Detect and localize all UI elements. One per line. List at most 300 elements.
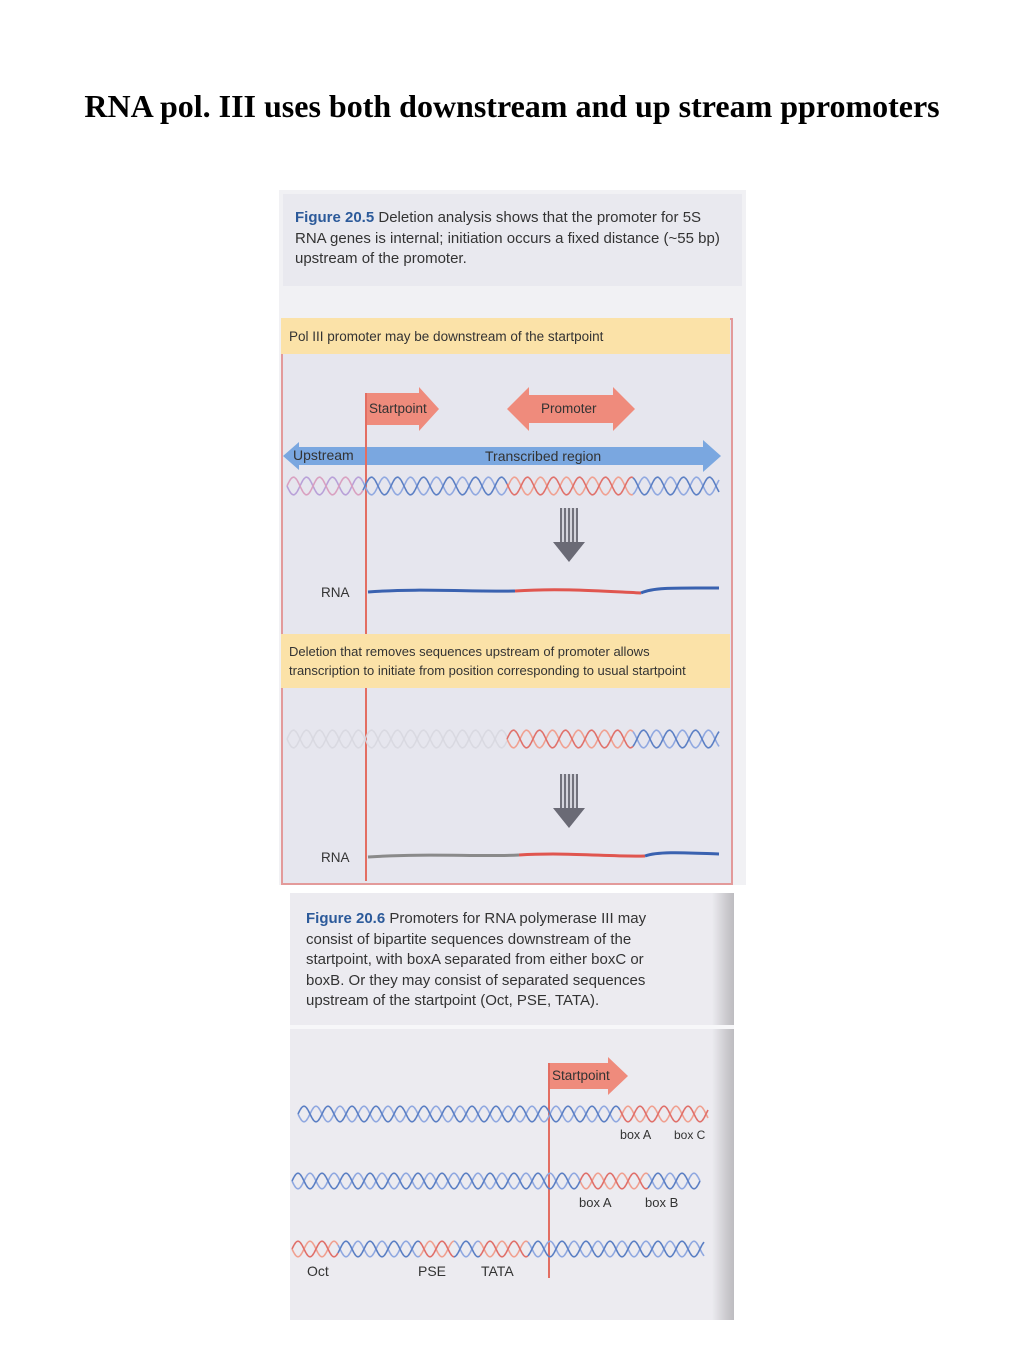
dna-strand-segment xyxy=(370,1256,372,1257)
dna-strand-segment xyxy=(675,486,677,490)
dna-strand-segment xyxy=(606,1242,608,1245)
dna-strand-segment xyxy=(398,1177,400,1181)
dna-strand-segment xyxy=(551,477,553,479)
dna-strand-segment xyxy=(480,1242,482,1245)
dna-strand-segment xyxy=(471,479,473,482)
dna-strand-segment xyxy=(653,490,655,493)
dna-strand-segment xyxy=(534,1253,536,1256)
dna-strand-segment xyxy=(379,480,381,484)
dna-strand-segment xyxy=(587,480,589,484)
dna-strand-segment xyxy=(382,1188,384,1189)
dna-strand-segment xyxy=(370,1241,372,1242)
dna-strand-segment xyxy=(535,480,537,484)
dna-strand-segment xyxy=(552,1107,554,1110)
dna-strand-segment xyxy=(393,732,395,735)
dna-strand-segment xyxy=(579,494,581,495)
dna-strand-segment xyxy=(385,493,387,495)
dna-strand-segment xyxy=(502,1241,504,1242)
dna-strand-segment xyxy=(456,1185,458,1188)
dna-strand-segment xyxy=(686,1177,688,1181)
dna-strand-segment xyxy=(631,730,633,732)
box-b-label: box B xyxy=(645,1195,679,1210)
dna-strand-segment xyxy=(689,735,691,739)
dna-strand-segment xyxy=(600,1174,602,1177)
dna-strand-segment xyxy=(381,492,383,494)
dna-strand-segment xyxy=(418,1110,420,1114)
dna-strand-segment xyxy=(620,1188,622,1189)
dna-strand-segment xyxy=(505,488,507,492)
dna-strand-segment xyxy=(324,1185,326,1188)
dna-strand-segment xyxy=(630,1107,632,1110)
dna-strand-segment xyxy=(494,1106,496,1107)
dna-strand-segment xyxy=(502,1188,504,1189)
dna-strand-segment xyxy=(446,1177,448,1181)
dna-strand-segment xyxy=(512,1256,514,1257)
dna-strand-segment xyxy=(485,492,487,494)
dna-strand-segment xyxy=(525,493,527,495)
dna-strand-segment xyxy=(524,1173,526,1174)
dna-strand-segment xyxy=(660,1185,662,1188)
dna-strand-segment xyxy=(320,1256,322,1257)
dna-strand-segment xyxy=(342,1107,344,1110)
dna-strand-segment xyxy=(425,492,427,494)
dna-strand-segment xyxy=(503,492,505,494)
dna-strand-segment xyxy=(302,1106,304,1107)
dna-strand-segment xyxy=(392,1114,394,1118)
dna-strand-segment xyxy=(532,1106,534,1107)
dna-strand-segment xyxy=(585,735,587,739)
dna-strand-segment xyxy=(419,479,421,482)
dna-strand-segment xyxy=(501,730,503,731)
dna-strand-segment xyxy=(630,1253,632,1256)
dna-strand-segment xyxy=(610,1110,612,1114)
dna-strand-segment xyxy=(440,1241,442,1242)
dna-strand-segment xyxy=(334,1188,336,1189)
dna-strand-segment xyxy=(372,1253,374,1256)
dna-strand-segment xyxy=(289,743,291,746)
dna-strand-segment xyxy=(544,1106,546,1107)
dna-strand-segment xyxy=(422,1245,424,1249)
dna-strand-segment xyxy=(616,1249,618,1253)
dna-strand-segment xyxy=(462,1185,464,1188)
dna-strand-segment xyxy=(405,480,407,484)
dna-strand-segment xyxy=(304,1181,306,1185)
dna-strand-segment xyxy=(595,733,597,737)
dna-strand-segment xyxy=(549,745,551,747)
dna-strand-segment xyxy=(358,1173,360,1174)
dna-strand-segment xyxy=(442,1188,444,1189)
dna-strand-segment xyxy=(526,1241,528,1242)
dna-strand-segment xyxy=(479,488,481,492)
dna-strand-segment xyxy=(562,1110,564,1114)
dna-strand-segment xyxy=(480,1118,482,1121)
dna-strand-segment xyxy=(550,1256,552,1257)
dna-strand-segment xyxy=(610,1173,612,1174)
dna-strand-segment xyxy=(588,1185,590,1188)
dna-strand-segment xyxy=(432,1107,434,1110)
dna-strand-segment xyxy=(413,732,415,735)
dna-strand-segment xyxy=(674,1249,676,1253)
dna-strand-segment xyxy=(311,486,313,490)
dna-strand-segment xyxy=(645,493,647,495)
dna-strand-segment xyxy=(599,733,601,737)
dna-strand-segment xyxy=(647,741,649,745)
dna-strand-segment xyxy=(314,1106,316,1107)
dna-strand-segment xyxy=(424,1249,426,1253)
dna-strand-segment xyxy=(613,480,615,484)
dna-strand-segment xyxy=(336,1174,338,1177)
dna-strand-segment xyxy=(608,1256,610,1257)
dna-strand-segment xyxy=(444,1174,446,1177)
dna-strand-segment xyxy=(705,479,707,482)
startpoint-label: Startpoint xyxy=(552,1068,610,1083)
dna-strand-segment xyxy=(653,745,655,747)
dna-strand-segment xyxy=(396,1107,398,1110)
dna-strand-segment xyxy=(622,1173,624,1174)
dna-strand-segment xyxy=(400,1181,402,1185)
dna-strand-segment xyxy=(634,1241,636,1242)
dna-strand-segment xyxy=(579,746,581,748)
dna-strand-segment xyxy=(475,730,477,731)
dna-strand-segment xyxy=(362,1121,364,1122)
dna-strand-segment xyxy=(303,731,305,733)
dna-strand-segment xyxy=(452,1110,454,1114)
dna-strand-segment xyxy=(491,743,493,746)
dna-strand-segment xyxy=(622,1188,624,1189)
dna-strand-segment xyxy=(542,1245,544,1249)
dna-strand-segment xyxy=(577,477,579,479)
dna-strand-segment xyxy=(348,1242,350,1245)
dna-strand-segment xyxy=(393,743,395,746)
dna-strand-segment xyxy=(324,1174,326,1177)
dna-strand-segment xyxy=(648,1242,650,1245)
dna-strand-segment xyxy=(667,492,669,494)
dna-strand-segment xyxy=(622,1256,624,1257)
dna-strand-segment xyxy=(528,1174,530,1177)
dna-strand-segment xyxy=(619,493,621,495)
dna-strand-segment xyxy=(446,1106,448,1107)
dna-strand-segment xyxy=(322,1241,324,1242)
dna-strand-segment xyxy=(358,1114,360,1118)
dna-strand-segment xyxy=(608,1173,610,1174)
dna-strand-segment xyxy=(440,1114,442,1118)
dna-strand-segment xyxy=(360,1118,362,1121)
dna-strand-segment xyxy=(392,1188,394,1189)
dna-strand-segment xyxy=(301,480,303,484)
dna-strand-segment xyxy=(320,1188,322,1189)
dna-strand-segment xyxy=(623,486,625,490)
dna-strand-segment xyxy=(293,494,295,495)
dna-strand-segment xyxy=(640,1249,642,1253)
dna-strand-segment xyxy=(526,1173,528,1174)
dna-strand-segment xyxy=(655,477,657,479)
dna-strand-segment xyxy=(713,488,715,492)
dna-strand-segment xyxy=(516,1242,518,1245)
dna-strand-segment xyxy=(375,741,377,745)
dna-strand-segment xyxy=(568,1181,570,1185)
dna-strand-segment xyxy=(289,732,291,735)
dna-strand-segment xyxy=(674,1181,676,1185)
dna-strand-segment xyxy=(436,1245,438,1249)
dna-strand-segment xyxy=(378,1185,380,1188)
dna-strand-segment xyxy=(309,490,311,493)
dna-strand-segment xyxy=(549,490,551,493)
dna-strand-segment xyxy=(376,1121,378,1122)
dna-strand-segment xyxy=(653,479,655,482)
dna-strand-segment xyxy=(640,1106,642,1107)
figure-20-5-diagram xyxy=(279,190,746,885)
dna-strand-segment xyxy=(392,1256,394,1257)
dna-strand-segment xyxy=(606,1253,608,1256)
dna-strand-segment xyxy=(558,1185,560,1188)
dna-strand-segment xyxy=(424,1181,426,1185)
dna-strand-segment xyxy=(404,1110,406,1114)
dna-strand-segment xyxy=(570,1242,572,1245)
dna-strand-segment xyxy=(582,1174,584,1177)
dna-strand-segment xyxy=(509,743,511,746)
dna-strand-segment xyxy=(444,1185,446,1188)
dna-strand-segment xyxy=(499,493,501,495)
dna-strand-segment xyxy=(569,733,571,737)
dna-strand-segment xyxy=(662,1121,664,1122)
dna-strand-segment xyxy=(416,1114,418,1118)
dna-strand-segment xyxy=(589,746,591,748)
dna-strand-segment xyxy=(672,1253,674,1256)
dna-strand-segment xyxy=(660,1253,662,1256)
dna-strand-segment xyxy=(469,735,471,739)
dna-strand-segment xyxy=(421,493,423,495)
dna-strand-segment xyxy=(336,1185,338,1188)
dna-strand-segment xyxy=(634,1110,636,1114)
dna-strand-segment xyxy=(426,1253,428,1256)
dna-strand-segment xyxy=(604,1245,606,1249)
dna-strand-segment xyxy=(522,1253,524,1256)
dna-strand-segment xyxy=(352,1181,354,1185)
dna-strand-segment xyxy=(528,1242,530,1245)
dna-strand-segment xyxy=(300,1174,302,1177)
dna-strand-segment xyxy=(566,1245,568,1249)
dna-strand-segment xyxy=(654,1107,656,1110)
dna-strand-segment xyxy=(615,478,617,480)
dna-strand-segment xyxy=(496,1181,498,1185)
dna-strand-segment xyxy=(476,1188,478,1189)
dna-strand-segment xyxy=(478,1256,480,1257)
dna-strand-segment xyxy=(408,1174,410,1177)
dna-strand-segment xyxy=(557,488,559,492)
dna-strand-segment xyxy=(326,1121,328,1122)
dna-strand-segment xyxy=(317,477,319,479)
dna-strand-segment xyxy=(420,1242,422,1245)
dna-strand-segment xyxy=(498,1242,500,1245)
dna-strand-segment xyxy=(503,478,505,480)
dna-strand-segment xyxy=(639,488,641,492)
dna-strand-segment xyxy=(451,731,453,733)
dna-strand-segment xyxy=(473,477,475,479)
dna-strand-segment xyxy=(512,1173,514,1174)
dna-strand-segment xyxy=(642,1242,644,1245)
dna-strand-segment xyxy=(341,490,343,493)
dna-strand-segment xyxy=(540,1185,542,1188)
dna-strand-segment xyxy=(552,1185,554,1188)
dna-strand-segment xyxy=(328,1249,330,1253)
dna-strand-segment xyxy=(691,732,693,735)
dna-strand-segment xyxy=(423,477,425,478)
dna-strand-segment xyxy=(646,1114,648,1118)
dna-strand-segment xyxy=(417,482,419,486)
dna-strand-segment xyxy=(522,1242,524,1245)
dna-strand-segment xyxy=(610,1256,612,1257)
dna-strand-segment xyxy=(580,1245,582,1249)
dna-strand-segment xyxy=(332,1256,334,1257)
dna-strand-segment xyxy=(496,1121,498,1122)
dna-strand-segment xyxy=(673,741,675,745)
dna-strand-segment xyxy=(595,479,597,482)
dna-strand-segment xyxy=(514,1173,516,1174)
dna-strand-segment xyxy=(402,1118,404,1121)
dna-strand-segment xyxy=(609,488,611,492)
dna-strand-segment xyxy=(636,1107,638,1110)
dna-strand-segment xyxy=(301,741,303,745)
dna-strand-segment xyxy=(415,739,417,743)
dna-strand-segment xyxy=(683,477,685,478)
dna-strand-segment xyxy=(558,1118,560,1121)
dna-strand-segment xyxy=(454,1173,456,1174)
dna-strand-segment xyxy=(317,493,319,495)
dna-strand-segment xyxy=(464,1188,466,1189)
dna-strand-segment xyxy=(658,1241,660,1242)
dna-strand-segment xyxy=(620,1241,622,1242)
dna-strand-segment xyxy=(397,494,399,495)
dna-strand-segment xyxy=(678,1242,680,1245)
dna-strand-segment xyxy=(671,745,673,747)
dna-strand-segment xyxy=(598,1188,600,1189)
dna-strand-segment xyxy=(514,1256,516,1257)
dna-strand-segment xyxy=(702,1118,704,1121)
dna-strand-segment xyxy=(408,1107,410,1110)
dna-strand-segment xyxy=(516,1174,518,1177)
dna-strand-segment xyxy=(482,1181,484,1185)
dna-strand-segment xyxy=(682,1256,684,1257)
dna-strand-segment xyxy=(467,486,469,490)
dna-strand-segment xyxy=(539,747,541,748)
dna-strand-segment xyxy=(478,1241,480,1242)
dna-helix-1 xyxy=(287,477,719,495)
dna-strand-segment xyxy=(292,1181,294,1185)
dna-strand-segment xyxy=(670,1241,672,1242)
dna-strand-segment xyxy=(598,1173,600,1174)
dna-strand-segment xyxy=(523,731,525,733)
dna-strand-segment xyxy=(326,1106,328,1107)
dna-strand-segment xyxy=(492,1107,494,1110)
dna-strand-segment xyxy=(527,746,529,748)
dna-strand-segment xyxy=(488,1114,490,1118)
dna-strand-segment xyxy=(387,743,389,746)
oct-label: Oct xyxy=(307,1263,329,1279)
dna-strand-segment xyxy=(407,731,409,733)
dna-strand-segment xyxy=(361,479,363,482)
dna-strand-segment xyxy=(394,1110,396,1114)
dna-strand-segment xyxy=(618,1185,620,1188)
dna-strand-segment xyxy=(497,743,499,746)
dna-strand-segment xyxy=(575,745,577,747)
dna-strand-segment xyxy=(404,1188,406,1189)
dna-strand-segment xyxy=(537,478,539,480)
dna-strand-segment xyxy=(571,486,573,490)
dna-strand-segment xyxy=(324,1118,326,1121)
dna-strand-segment xyxy=(465,743,467,746)
dna-strand-segment xyxy=(360,1107,362,1110)
dna-strand-segment xyxy=(666,1107,668,1110)
dna-strand-segment xyxy=(669,747,671,748)
tata-label: TATA xyxy=(481,1263,514,1279)
dna-strand-segment xyxy=(330,1253,332,1256)
dna-strand-segment xyxy=(565,730,567,731)
dna-strand-segment xyxy=(447,730,449,732)
dna-strand-segment xyxy=(414,1253,416,1256)
dna-strand-segment xyxy=(451,745,453,747)
dna-strand-segment xyxy=(483,488,485,492)
dna-strand-segment xyxy=(558,1253,560,1256)
dna-strand-segment xyxy=(491,732,493,735)
dna-strand-segment xyxy=(592,1121,594,1122)
dna-strand-segment xyxy=(516,1253,518,1256)
dna-strand-segment xyxy=(660,1174,662,1177)
dna-strand-segment xyxy=(388,1245,390,1249)
dna-strand-segment xyxy=(375,480,377,484)
down-arrow-1 xyxy=(553,508,585,562)
dna-strand-segment xyxy=(535,743,537,746)
dna-strand-segment xyxy=(631,494,633,495)
dna-strand-segment xyxy=(576,1253,578,1256)
dna-strand-segment xyxy=(672,1185,674,1188)
dna-strand-segment xyxy=(356,1173,358,1174)
dna-strand-segment xyxy=(344,1114,346,1118)
dna-strand-segment xyxy=(697,477,699,479)
dna-strand-segment xyxy=(322,1188,324,1189)
dna-strand-segment xyxy=(322,1256,324,1257)
dna-strand-segment xyxy=(479,480,481,484)
dna-strand-segment xyxy=(693,746,695,748)
dna-strand-segment xyxy=(676,1121,678,1122)
dna-strand-segment xyxy=(678,1185,680,1188)
dna-strand-segment xyxy=(385,746,387,748)
page-title: RNA pol. III uses both downstream and up stream ppromoters xyxy=(84,88,940,124)
dna-strand-segment xyxy=(621,479,623,482)
dna-strand-segment xyxy=(609,739,611,743)
dna-strand-segment xyxy=(576,1174,578,1177)
dna-strand-segment xyxy=(570,1185,572,1188)
dna-strand-segment xyxy=(654,1118,656,1121)
dna-strand-segment xyxy=(692,1110,694,1114)
dna-strand-segment xyxy=(463,493,465,495)
dna-strand-segment xyxy=(390,1253,392,1256)
dna-strand-segment xyxy=(330,1118,332,1121)
dna-strand-segment xyxy=(332,1110,334,1114)
dna-strand-segment xyxy=(381,731,383,733)
dna-strand-segment xyxy=(685,492,687,494)
dna-strand-segment xyxy=(432,1242,434,1245)
dna-strand-segment xyxy=(354,1242,356,1245)
dna-strand-segment xyxy=(690,1174,692,1177)
dna-strand-segment xyxy=(592,1106,594,1107)
dna-strand-segment xyxy=(705,745,707,747)
dna-strand-segment xyxy=(638,1245,640,1249)
dna-strand-segment xyxy=(336,1107,338,1110)
rna-strand-1-blue xyxy=(368,590,515,592)
dna-strand-segment xyxy=(664,1106,666,1107)
dna-strand-segment xyxy=(572,1110,574,1114)
dna-strand-segment xyxy=(679,745,681,747)
